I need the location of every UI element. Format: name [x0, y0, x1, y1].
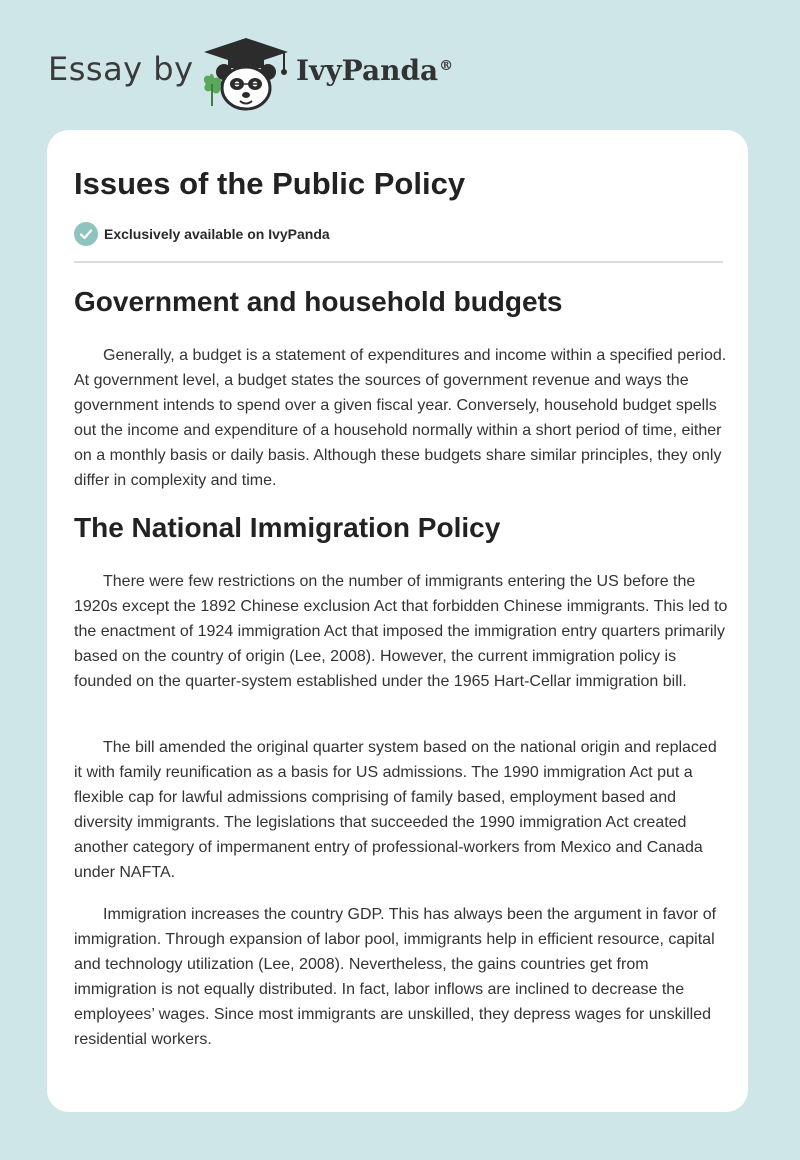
title-divider	[74, 261, 723, 263]
panda-face-icon	[216, 64, 276, 109]
brand-name[interactable]	[296, 54, 453, 87]
essay-card	[47, 130, 748, 1112]
brand-text: IvyPanda	[296, 54, 439, 87]
exclusive-badge	[74, 222, 330, 246]
ivypanda-logo-icon[interactable]	[198, 36, 294, 112]
ivy-leaf-icon	[204, 74, 222, 106]
section-heading-budgets: Government and household budgets	[74, 286, 563, 317]
essay-by-label: Essay by	[48, 50, 194, 88]
section-heading-immigration: The National Immigration Policy	[74, 512, 501, 543]
exclusive-label: Exclusively available on IvyPanda	[104, 226, 330, 242]
paragraph-immigration-economics: Immigration increases the country GDP. This has always been the argument in favor of immigration. Through expansion of labor pool, immigrants help in efficient resource, capital and technology utilization (Lee, 2008). Nevertheless, the gains countries get from immigration is not equally distributed. In fact, labor inflows are inclined to decrease the employees’ wages. Since most immigrants are unskilled, they depress wages for unskilled residential workers.	[74, 906, 717, 1048]
paragraph-budgets: Generally, a budget is a statement of expenditures and income within a specified period. At government level, a budget states the sources of government revenue and ways the government intends to spend over a given fiscal year. Conversely, household budget spells out the income and expenditure of a household normally within a short period of time, either on a monthly basis or daily basis. Although these budgets share similar principles, they only differ in complexity and time.	[74, 347, 727, 489]
registered-mark: ®	[439, 57, 454, 74]
site-header	[0, 0, 800, 130]
paragraph-immigration-reform: The bill amended the original quarter system based on the national origin and replaced it with family reunification as a basis for US admissions. The 1990 immigration Act put a flexible cap for lawful admissions comprising of family based, employment based and diversity immigrants. The legislations that succeeded the 1990 immigration Act created another category of impermanent entry of professional-workers from Mexico and Canada under NAFTA.	[74, 739, 717, 881]
check-icon	[74, 222, 98, 246]
paragraph-immigration-history: There were few restrictions on the number of immigrants entering the US before the 1920s except the 1892 Chinese exclusion Act that forbidden Chinese immigrants. This led to the enactment of 1924 immigration Act that imposed the immigration entry quarters primarily based on the country of origin (Lee, 2008). However, the current immigration policy is founded on the quarter-system established under the 1965 Hart-Cellar immigration bill.	[74, 573, 728, 690]
essay-title: Issues of the Public Policy	[74, 166, 466, 201]
